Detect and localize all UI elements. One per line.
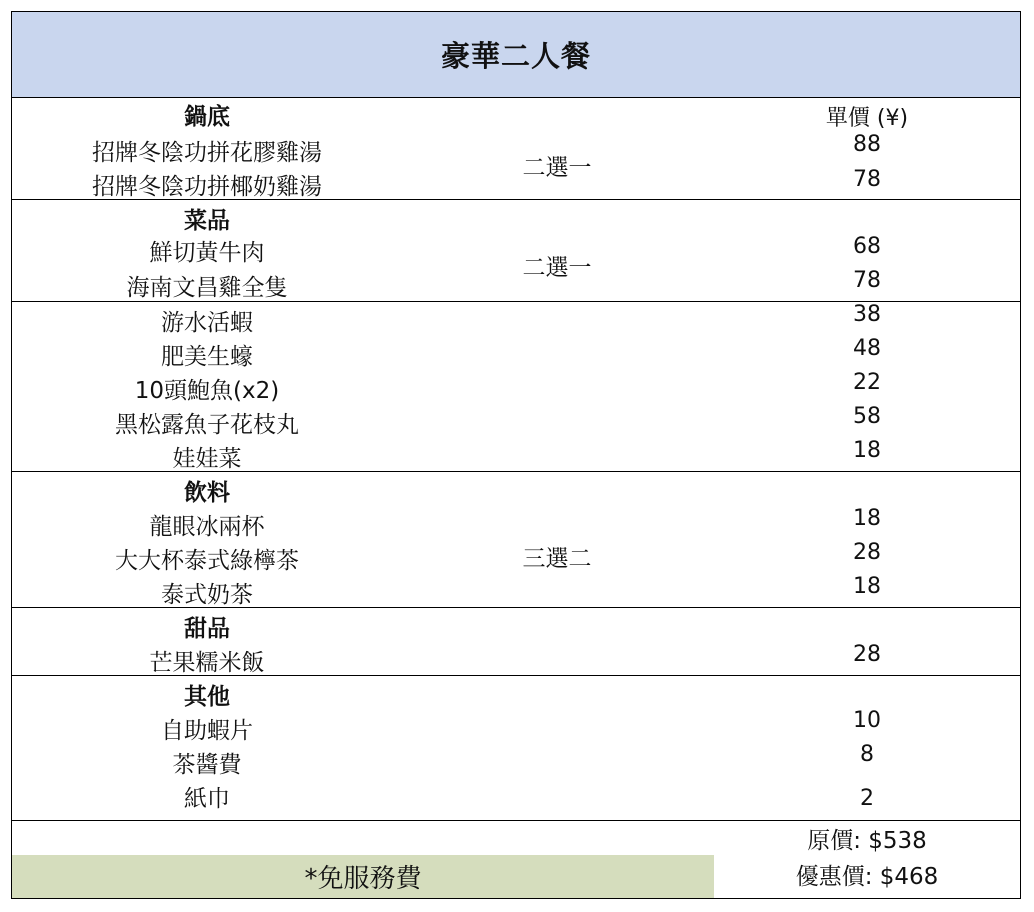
item-price: 28 [853,540,881,565]
section-heading: 甜品 [184,616,230,642]
menu-item: 海南文昌雞全隻 [126,275,288,301]
summary-footer [12,821,1020,898]
menu-item: 紙巾 [184,786,230,812]
section-heading: 其他 [184,684,230,710]
item-price: 18 [853,438,881,463]
item-price: 58 [853,404,881,429]
item-price: 28 [853,642,881,667]
service-fee-note: *免服務費 [12,855,714,898]
menu-item: 茶醬費 [172,752,242,778]
choice-rule: 三選二 [522,546,592,572]
original-price: 原價: $538 [807,828,927,854]
menu-item: 鮮切黃牛肉 [149,240,265,266]
menu-item: 娃娃菜 [172,446,242,472]
choice-rule: 二選一 [522,155,592,181]
section-soup-base [12,98,1020,200]
item-price: 68 [853,234,881,259]
price-header: 單價 (¥) [825,106,909,131]
item-price: 78 [853,167,881,192]
section-heading: 飲料 [184,480,230,506]
menu-item: 大大杯泰式綠檸茶 [115,548,299,574]
item-price: 78 [853,268,881,293]
section-dishes [12,200,1020,302]
item-price: 38 [853,302,881,327]
menu-item: 招牌冬陰功拼椰奶雞湯 [92,174,322,200]
discount-price: 優惠價: $468 [795,864,939,890]
menu-item: 自助蝦片 [161,718,253,744]
menu-item: 招牌冬陰功拼花膠雞湯 [92,140,322,166]
section-heading: 鍋底 [184,104,230,130]
menu-item: 泰式奶茶 [161,582,253,608]
section-others [12,676,1020,821]
item-price: 18 [853,574,881,599]
menu-item: 游水活蝦 [161,310,253,336]
menu-item: 肥美生蠔 [161,344,253,370]
item-price: 10 [853,708,881,733]
item-price: 18 [853,506,881,531]
menu-item: 10頭鮑魚(x2) [134,378,280,404]
item-price: 88 [853,132,881,157]
section-drinks [12,472,1020,608]
menu-table [11,11,1021,899]
menu-item: 龍眼冰兩杯 [149,514,265,540]
section-dessert [12,608,1020,676]
section-heading: 菜品 [184,208,230,234]
choice-rule: 二選一 [522,255,592,281]
item-price: 48 [853,336,881,361]
item-price: 22 [853,370,881,395]
item-price: 8 [860,742,874,767]
section-extras [12,302,1020,472]
menu-title: 豪華二人餐 [12,12,1020,98]
menu-item: 芒果糯米飯 [149,650,265,676]
menu-item: 黑松露魚子花枝丸 [115,412,299,438]
item-price: 2 [860,786,874,811]
